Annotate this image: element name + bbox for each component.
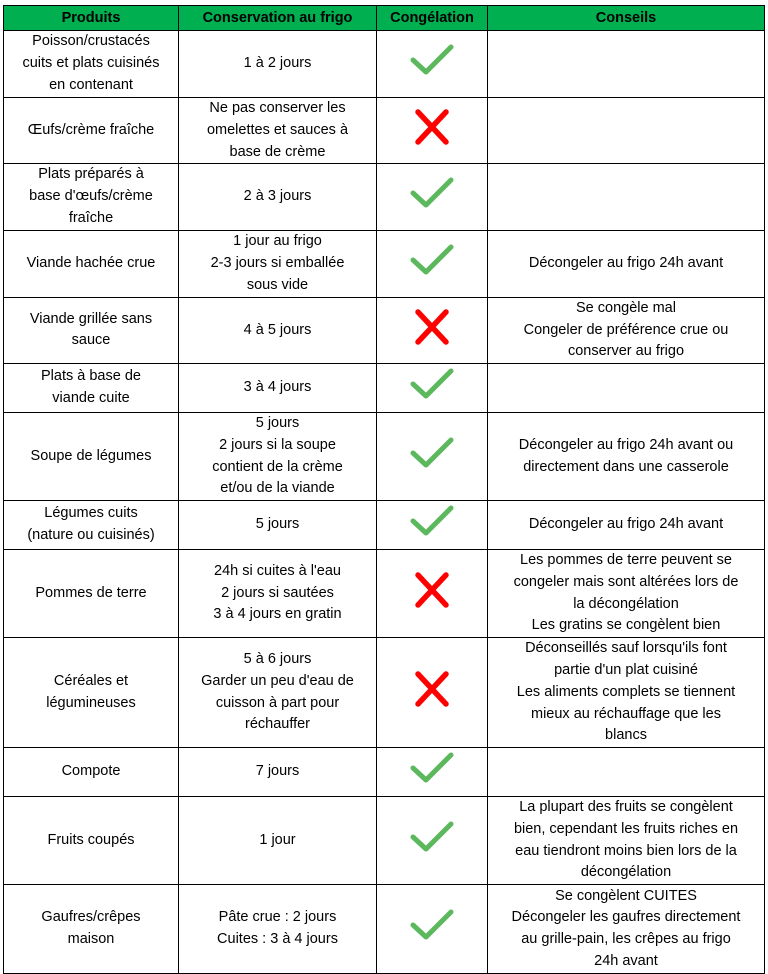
header-row [4, 6, 765, 31]
cell-line: Décongeler au frigo 24h avant [528, 254, 724, 271]
cell-line: 1 jour [259, 831, 296, 848]
cell-line: base de crème [229, 143, 326, 160]
cell-produit [4, 98, 179, 164]
cell-line: Pâte crue : 2 jours [218, 909, 337, 926]
cell-congelation [377, 31, 488, 98]
cell-line: Décongeler au frigo 24h avant [528, 516, 724, 533]
table-row [4, 885, 765, 974]
cell-line: Les pommes de terre peuvent se [520, 551, 732, 568]
table-row [4, 31, 765, 98]
cell-congelation [377, 549, 488, 637]
cell-line: cuits et plats cuisinés [22, 55, 160, 72]
cell-line: la décongélation [573, 595, 679, 612]
cell-line: 4 à 5 jours [243, 321, 312, 338]
food-storage-table-container [3, 5, 765, 974]
cell-line: directement dans une casserole [523, 458, 729, 475]
cell-line: 5 à 6 jours [243, 651, 312, 668]
check-icon [409, 501, 455, 541]
table-row [4, 230, 765, 297]
header-conservation: Conservation au frigo [179, 6, 377, 31]
cell-line: sauce [71, 332, 111, 349]
cell-line: cuisson à part pour [215, 694, 340, 711]
cell-line: Œufs/crème fraîche [27, 121, 155, 138]
cell-congelation [377, 501, 488, 550]
check-icon [409, 817, 455, 857]
cell-line: Se congèlent CUITES [555, 887, 697, 904]
cell-congelation [377, 98, 488, 164]
table-row [4, 297, 765, 363]
cell-line: Cuites : 3 à 4 jours [217, 931, 338, 948]
cell-line: Garder un peu d'eau de [201, 672, 354, 689]
check-icon [409, 173, 455, 213]
cell-conservation [179, 364, 377, 413]
cell-produit [4, 501, 179, 550]
cell-line: réchauffer [244, 716, 311, 733]
cell-conseils [488, 501, 765, 550]
cell-line: en contenant [49, 76, 133, 93]
cell-line: Décongeler au frigo 24h avant ou [518, 436, 734, 453]
cell-produit [4, 297, 179, 363]
cell-line: 24h si cuites à l'eau [214, 562, 341, 579]
cell-conseils [488, 638, 765, 748]
cell-produit [4, 164, 179, 230]
table-row [4, 549, 765, 637]
cell-produit [4, 549, 179, 637]
cell-conservation [179, 230, 377, 297]
header-produits: Produits [4, 6, 179, 31]
cell-conseils [488, 230, 765, 297]
cell-line: Plats à base de [41, 368, 141, 385]
cell-line: 2 jours si la soupe [219, 436, 336, 453]
cell-conservation [179, 501, 377, 550]
cell-conseils [488, 31, 765, 98]
cell-line: Les aliments complets se tiennent [516, 683, 736, 700]
cell-conservation [179, 297, 377, 363]
cell-line: Pommes de terre [35, 584, 147, 601]
cell-congelation [377, 297, 488, 363]
cell-congelation [377, 230, 488, 297]
cell-line: Déconseillés sauf lorsqu'ils font [525, 640, 727, 657]
table-header [4, 6, 765, 31]
cell-line: 7 jours [255, 763, 300, 780]
check-icon [409, 433, 455, 473]
cell-line: conserver au frigo [567, 343, 685, 360]
check-icon [409, 905, 455, 945]
cell-line: Gaufres/crêpes [41, 909, 141, 926]
cell-line: Poisson/crustacés [32, 33, 150, 50]
cell-conseils [488, 748, 765, 797]
cell-line: partie d'un plat cuisiné [554, 661, 698, 678]
cell-line: légumineuses [46, 694, 136, 711]
cell-conservation [179, 796, 377, 884]
cell-line: congeler mais sont altérées lors de [513, 573, 739, 590]
cell-line: Se congèle mal [576, 299, 676, 316]
cell-line: Ne pas conserver les [209, 100, 346, 116]
cell-conseils [488, 164, 765, 230]
cell-line: Plats préparés à [38, 166, 144, 183]
cell-line: Viande grillée sans [29, 310, 153, 327]
cell-line: base d'œufs/crème [29, 188, 153, 205]
cell-line: contient de la crème [212, 458, 343, 475]
cell-line: 5 jours [255, 516, 300, 533]
cell-line: 5 jours [255, 414, 300, 431]
cell-line: eau tiendront moins bien lors de la [515, 842, 737, 859]
cell-line: 24h avant [594, 952, 658, 969]
header-conseils: Conseils [488, 6, 765, 31]
table-row [4, 164, 765, 230]
cell-congelation [377, 638, 488, 748]
check-icon [409, 40, 455, 80]
cell-congelation [377, 748, 488, 797]
cell-conservation [179, 638, 377, 748]
cross-icon [409, 669, 455, 709]
cell-conservation [179, 31, 377, 98]
cell-produit [4, 885, 179, 974]
cell-conseils [488, 796, 765, 884]
cell-conservation [179, 98, 377, 164]
cell-line: 2 à 3 jours [243, 188, 312, 205]
table-row [4, 412, 765, 500]
food-storage-table [3, 5, 765, 974]
cell-congelation [377, 364, 488, 413]
cell-congelation [377, 164, 488, 230]
cell-conseils [488, 364, 765, 413]
cross-icon [409, 570, 455, 610]
cell-line: 2 jours si sautées [221, 584, 334, 601]
cell-line: Fruits coupés [47, 831, 135, 848]
table-row [4, 748, 765, 797]
cell-conseils [488, 297, 765, 363]
cell-line: Soupe de légumes [30, 447, 152, 464]
cell-conservation [179, 164, 377, 230]
cell-line: maison [67, 931, 115, 948]
cross-icon [409, 107, 455, 147]
cell-line: 3 à 4 jours en gratin [213, 606, 342, 623]
cell-conseils [488, 412, 765, 500]
check-icon [409, 240, 455, 280]
cell-conservation [179, 885, 377, 974]
table-row [4, 364, 765, 413]
cell-line: Décongeler les gaufres directement [511, 909, 741, 926]
cell-line: Légumes cuits [44, 505, 138, 522]
cell-produit [4, 364, 179, 413]
cell-congelation [377, 885, 488, 974]
cell-line: Compote [61, 763, 121, 780]
cell-line: au grille-pain, les crêpes au frigo [521, 931, 731, 948]
cell-line: Céréales et [53, 672, 129, 689]
cell-line: 1 jour au frigo [233, 233, 322, 250]
cell-line: viande cuite [52, 390, 130, 407]
cell-line: bien, cependant les fruits riches en [513, 820, 739, 837]
table-row [4, 796, 765, 884]
cell-produit [4, 31, 179, 98]
table-row [4, 501, 765, 550]
cell-line: décongélation [580, 864, 672, 881]
cell-line: 3 à 4 jours [243, 379, 312, 396]
cell-produit [4, 412, 179, 500]
cell-conseils [488, 98, 765, 164]
cell-line: (nature ou cuisinés) [27, 527, 155, 544]
cell-line: Congeler de préférence crue ou [523, 321, 729, 338]
cell-line: La plupart des fruits se congèlent [519, 798, 733, 815]
cross-icon [409, 307, 455, 347]
cell-produit [4, 638, 179, 748]
cell-produit [4, 748, 179, 797]
cell-conservation [179, 748, 377, 797]
header-congelation: Congélation [377, 6, 488, 31]
table-body [4, 31, 765, 974]
table-row [4, 98, 765, 164]
table-row [4, 638, 765, 748]
cell-produit [4, 796, 179, 884]
cell-conservation [179, 549, 377, 637]
cell-congelation [377, 412, 488, 500]
cell-conservation [179, 412, 377, 500]
cell-conseils [488, 549, 765, 637]
check-icon [409, 364, 455, 404]
cell-line: Viande hachée crue [26, 254, 156, 271]
cell-line: blancs [605, 727, 647, 744]
cell-produit [4, 230, 179, 297]
cell-line: omelettes et sauces à [206, 121, 349, 138]
cell-line: 1 à 2 jours [243, 55, 312, 72]
cell-line: sous vide [246, 276, 309, 293]
cell-line: Les gratins se congèlent bien [531, 617, 721, 634]
cell-line: fraîche [68, 209, 114, 226]
cell-line: et/ou de la viande [220, 480, 335, 497]
check-icon [409, 748, 455, 788]
cell-line: 2-3 jours si emballée [210, 254, 345, 271]
cell-line: mieux au réchauffage que les [531, 705, 721, 722]
cell-congelation [377, 796, 488, 884]
cell-conseils [488, 885, 765, 974]
